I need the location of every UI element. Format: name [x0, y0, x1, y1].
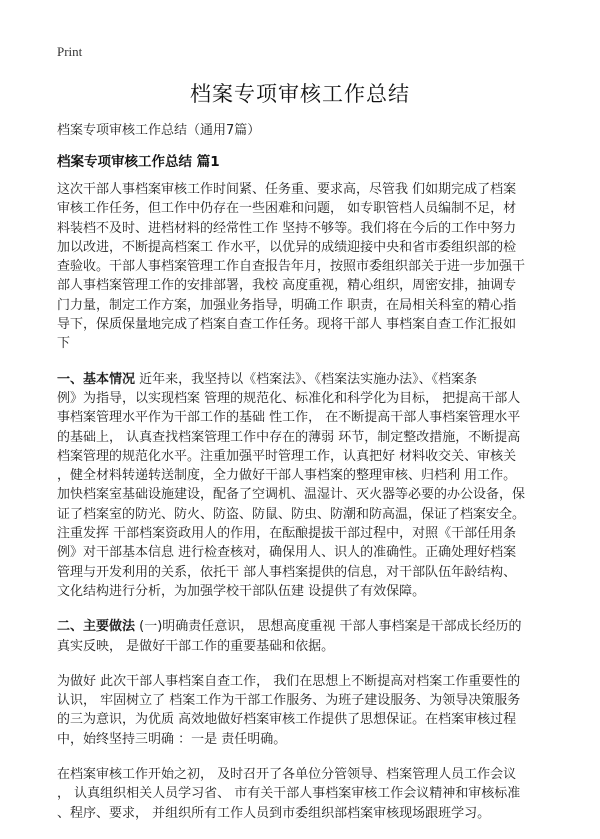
paragraph-main-practices	[57, 617, 549, 656]
text-line: 事档案管理水平作为干部工作的基础 性工作， 在不断提高干部人事档案管理水平	[57, 410, 521, 426]
document-body	[57, 180, 549, 839]
paragraph-intro	[57, 180, 549, 354]
text-line: 导下，保质保量地完成了档案自查工作任务。现将干部人 事档案自查工作汇报如	[57, 317, 517, 333]
text-line	[57, 370, 549, 389]
text-line: 例》为指导，以实现档案 管理的规范化、标准化和科学化为目标， 把提高干部人	[57, 390, 521, 406]
text-line	[57, 617, 549, 636]
text-line: 这次干部人事档案审核工作时间紧、任务重、要求高，尽管我 们如期完成了档案	[57, 182, 517, 197]
text-line: 查验收。干部人事档案管理工作自查报告年月，按照市委组织部关于进一步加强干	[57, 259, 526, 275]
text-line: 档案管理的规范化水平。注重加强平时管理工作，认真把好 材料收交关、审核关	[57, 448, 517, 464]
print-label: Print	[57, 44, 83, 59]
text-line: 管理与开发利用的关系，依托干 部人事档案提供的信息，对干部队伍年龄结构、	[57, 564, 517, 580]
text-line: 真实反映， 是做好干部工作的重要基础和依据。	[57, 638, 335, 654]
document-subtitle: 档案专项审核工作总结（通用7篇）	[57, 123, 261, 138]
text-line: 为做好 此次干部人事档案自查工作， 我们在思想上不断提高对档案工作重要性的	[57, 673, 521, 689]
text-fragment: 近年来，我坚持以《档案法》、《档案法实施办法》、《档案条	[135, 371, 478, 387]
text-line: 部人事档案管理工作的安排部署，我校 高度重视，精心组织，周密安排，抽调专	[57, 278, 517, 294]
text-line: 门力量，制定工作方案，加强业务指导，明确工作 职责，在局相关科室的精心指	[57, 297, 517, 313]
text-line: ， 认真组织相关人员学习省、 市有关干部人事档案审核工作会议精神和审核标准	[57, 786, 521, 802]
subsection-lead-main-practices: 二、主要做法	[57, 619, 136, 635]
paragraph-basic-situation	[57, 370, 549, 602]
text-line: 例》对干部基本信息 进行检查核对，确保用人、识人的准确性。正确处理好档案	[57, 545, 517, 561]
text-fragment: (一)明确责任意识， 思想高度重视 干部人事档案是干部成长经历的	[135, 619, 522, 635]
text-line: 的三为意识，为优质 高效地做好档案审核工作提供了思想保证。在档案审核过程	[57, 712, 517, 728]
text-line: 料装档不及时、进档材料的经常性工作 坚持不够等。我们将在今后的工作中努力	[57, 220, 517, 236]
text-line: 证了档案室的防光、防火、防盗、防鼠、防虫、防潮和防高温，保证了档案安全。	[57, 506, 526, 522]
text-line: 的基础上， 认真查找档案管理工作中存在的薄弱 环节，制定整改措施，不断提高	[57, 429, 521, 445]
text-line: 、程序、要求， 并组织所有工作人员到市委组织部档案审核现场跟班学习。	[57, 805, 491, 821]
subsection-lead-basic-situation: 一、基本情况	[57, 371, 136, 387]
text-line: ，健全材料转递转送制度，全力做好干部人事档案的整理审核、归档利 用工作。	[57, 468, 517, 484]
text-line: 注重发挥 干部档案资政用人的作用，在酝酿提拔干部过程中，对照《干部任用条	[57, 526, 517, 542]
paragraph-review-start	[57, 765, 549, 823]
text-line: 加快档案室基础设施建设，配备了空调机、温湿计、灭火器等必要的办公设备，保	[57, 487, 526, 503]
text-line: 审核工作任务，但工作中仍存在一些困难和问题， 如专职管档人员编制不足，材	[57, 201, 517, 217]
text-line: 加以改进，不断提高档案工 作水平，以优异的成绩迎接中央和省市委组织部的检	[57, 239, 517, 255]
text-line: 在档案审核工作开始之初， 及时召开了各单位分管领导、档案管理人员工作会议	[57, 767, 517, 783]
text-line: 文化结构进行分析，为加强学校干部队伍建 设提供了有效保障。	[57, 583, 426, 599]
text-line: 认识， 牢固树立了 档案工作为干部工作服务、为班子建设服务、为领导决策服务	[57, 693, 521, 709]
paragraph-awareness	[57, 672, 549, 749]
section-heading: 档案专项审核工作总结 篇1	[57, 154, 220, 170]
text-line: 下	[57, 336, 71, 352]
document-title: 档案专项审核工作总结	[190, 82, 410, 106]
text-line: 中，始终坚持三明确 ：一是 责任明确。	[57, 731, 287, 747]
